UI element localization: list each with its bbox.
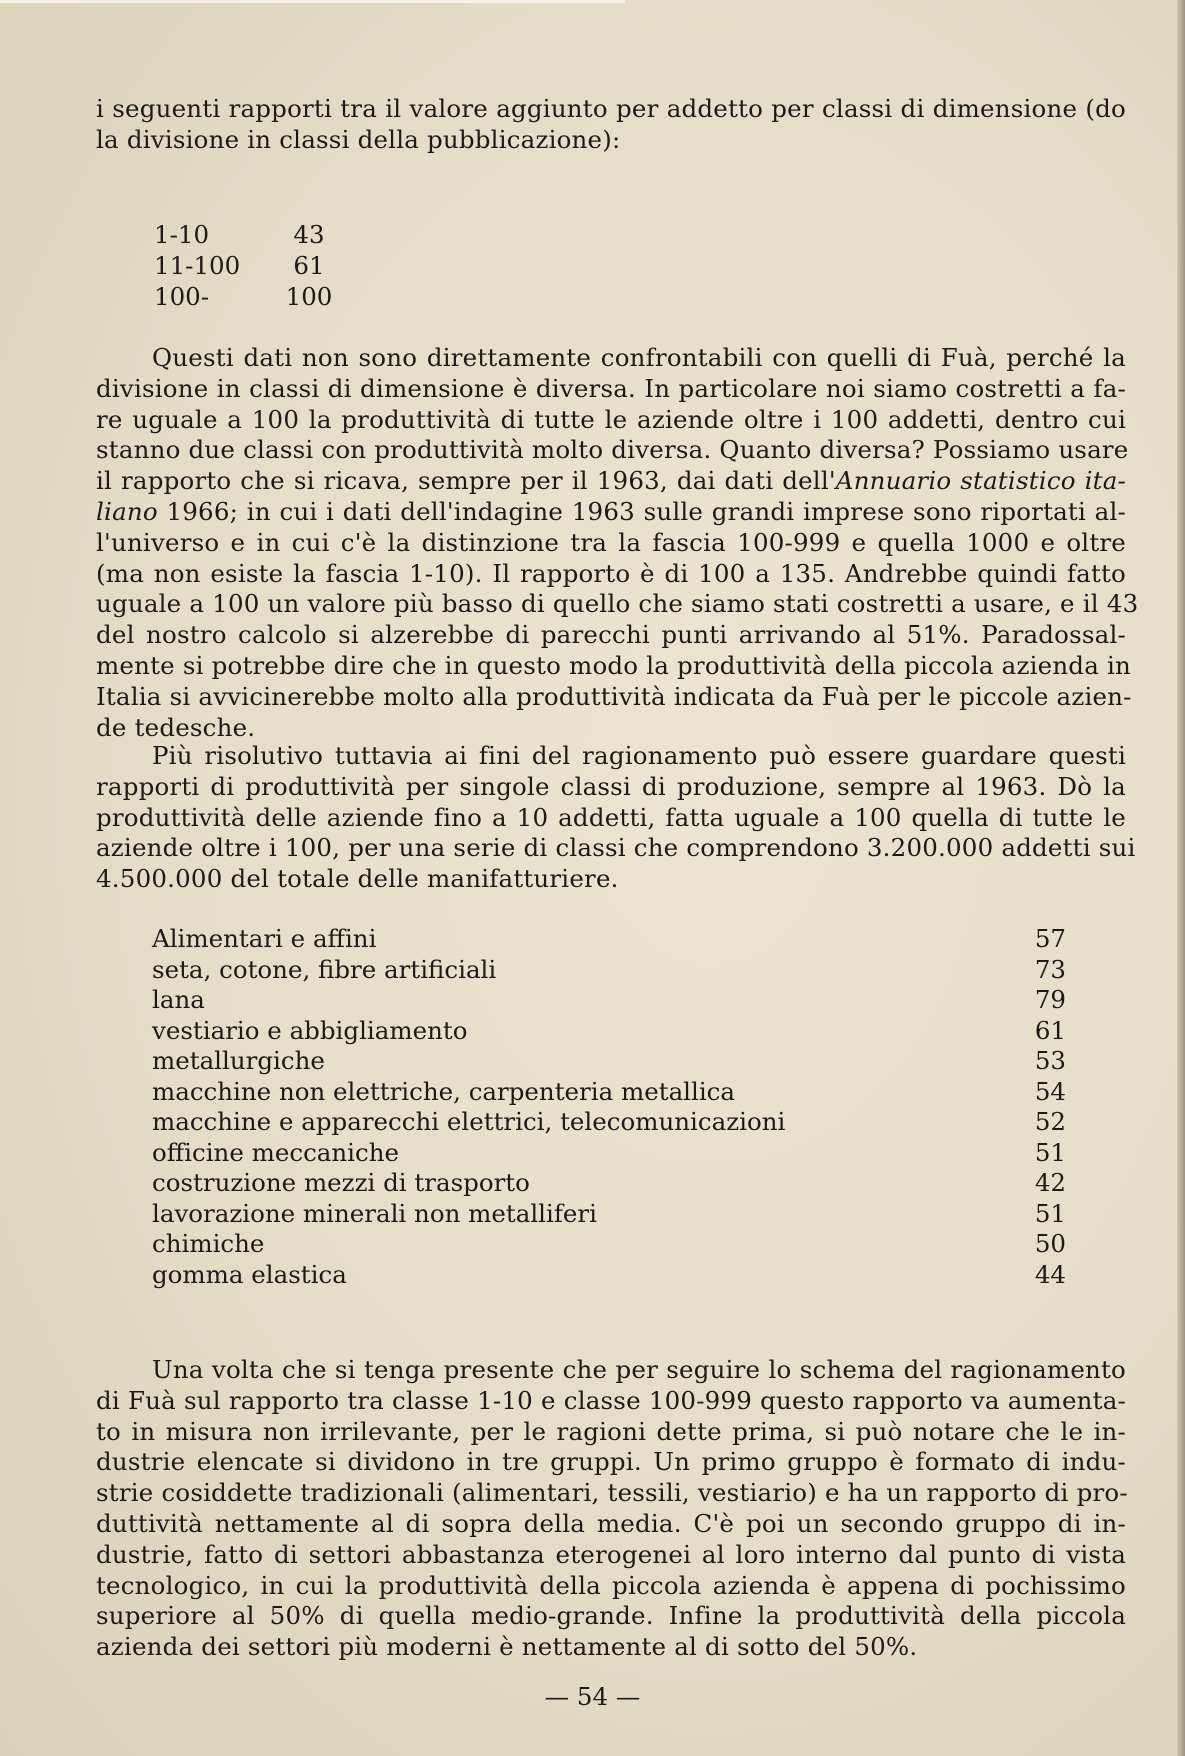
sector-value: 53 xyxy=(1034,1046,1066,1075)
table-row xyxy=(152,924,1066,955)
sector-value: 50 xyxy=(1034,1229,1066,1258)
sector-value: 61 xyxy=(1034,1015,1066,1045)
table-row xyxy=(154,281,334,312)
text-line: de tedesche. xyxy=(96,712,256,742)
text-line: aziende oltre i 100, per una serie di classi che comprendono 3.200.000 addetti sui xyxy=(96,833,1136,863)
sector-value: 51 xyxy=(1034,1198,1066,1228)
sector-value: 79 xyxy=(1034,985,1066,1014)
text-line xyxy=(96,466,1126,497)
text-line: i seguenti rapporti tra il valore aggiunto per addetto per classi di dimensione (do xyxy=(96,94,1126,123)
size-class-value: 43 xyxy=(293,220,325,249)
text-line: dustrie elencate si dividono in tre gruppi. Un primo gruppo è formato di indu- xyxy=(96,1447,1126,1477)
sector-name: lavorazione minerali non metalliferi xyxy=(152,1198,597,1228)
table-row xyxy=(152,1107,1066,1138)
text-line: mente si potrebbe dire che in questo modo la produttività della piccola azienda in xyxy=(96,650,1132,680)
text-line: Più risolutivo tuttavia ai fini del ragionamento può essere guardare questi xyxy=(152,741,1126,770)
sector-name: gomma elastica xyxy=(152,1259,347,1289)
table-row xyxy=(152,1046,1066,1077)
page-top-edge xyxy=(0,0,625,3)
table-row xyxy=(154,250,334,281)
sector-name: vestiario e abbigliamento xyxy=(152,1015,468,1045)
text-line: strie cosiddette tradizionali (alimentari, tessili, vestiario) e ha un rapporto di pro- xyxy=(96,1478,1128,1508)
intro-text xyxy=(96,94,1126,156)
sector-name: Alimentari e affini xyxy=(152,924,377,953)
sector-name: macchine non elettriche, carpenteria metallica xyxy=(152,1076,736,1106)
text-line: re uguale a 100 la produttività di tutte le aziende oltre i 100 addetti, dentro cui xyxy=(96,404,1126,434)
size-class-value: 100 xyxy=(285,282,333,311)
sector-name: costruzione mezzi di trasporto xyxy=(152,1168,530,1197)
text-line xyxy=(96,497,1126,528)
sector-name: officine meccaniche xyxy=(152,1137,400,1167)
text-line: tecnologico, in cui la produttività della piccola azienda è appena di pochissimo xyxy=(96,1570,1126,1600)
sector-name: chimiche xyxy=(152,1229,265,1258)
table-row xyxy=(152,1016,1066,1047)
table-row xyxy=(152,955,1066,986)
text-line: Una volta che si tenga presente che per seguire lo schema del ragionamento xyxy=(152,1355,1126,1384)
text-line: (ma non esiste la fascia 1-10). Il rapporto è di 100 a 135. Andrebbe quindi fatto xyxy=(96,558,1126,588)
table-row xyxy=(152,1168,1066,1199)
size-class-label: 11-100 xyxy=(154,251,241,280)
table-row xyxy=(152,1138,1066,1169)
table-row xyxy=(152,1229,1066,1260)
size-class-label: 1-10 xyxy=(154,220,210,249)
sector-name: lana xyxy=(152,985,205,1014)
paragraph-comparison xyxy=(96,343,1139,743)
text-line: uguale a 100 un valore più basso di quello che siamo stati costretti a usare, e il 43 xyxy=(96,589,1139,619)
text-line: produttività delle aziende fino a 10 addetti, fatta uguale a 100 quella di tutte le xyxy=(96,802,1126,832)
sector-value: 51 xyxy=(1034,1137,1066,1167)
text-line: superiore al 50% di quella medio-grande. Infine la produttività della piccola xyxy=(96,1601,1126,1631)
text-line: to in misura non irrilevante, per le ragioni dette prima, si può notare che le in- xyxy=(96,1416,1126,1446)
text-segment: il rapporto che si ricava, sempre per il 1963, dai dati dell' xyxy=(96,466,836,496)
table-row xyxy=(152,985,1066,1016)
publication-title: liano xyxy=(96,496,158,526)
sector-value: 57 xyxy=(1034,924,1066,953)
table-row xyxy=(152,1199,1066,1230)
text-line: Italia si avvicinerebbe molto alla produttività indicata da Fuà per le piccole azien- xyxy=(96,681,1132,711)
text-line: del nostro calcolo si alzerebbe di parecchi punti arrivando al 51%. Paradossal- xyxy=(96,620,1126,650)
paragraph-groups xyxy=(96,1355,1126,1663)
sector-name: metallurgiche xyxy=(152,1046,325,1075)
page-right-edge xyxy=(1177,0,1185,1756)
text-line: di Fuà sul rapporto tra classe 1-10 e classe 100-999 questo rapporto va aumenta- xyxy=(96,1385,1126,1415)
sector-value: 73 xyxy=(1034,954,1066,984)
text-line: divisione in classi di dimensione è diversa. In particolare noi siamo costretti a fa- xyxy=(96,373,1126,403)
text-line: dustrie, fatto di settori abbastanza eterogenei al loro interno dal punto di vista xyxy=(96,1539,1126,1569)
sector-name: seta, cotone, fibre artificiali xyxy=(152,954,497,984)
sector-value: 42 xyxy=(1034,1168,1066,1197)
sector-value: 44 xyxy=(1034,1259,1066,1289)
size-class-label: 100- xyxy=(154,282,210,311)
text-segment: 1966; in cui i dati dell'indagine 1963 sulle grandi imprese sono riportati al- xyxy=(157,496,1126,526)
text-line: Questi dati non sono direttamente confrontabili con quelli di Fuà, perché la xyxy=(152,343,1126,372)
page-number: — 54 — xyxy=(544,1682,641,1711)
publication-title: Annuario statistico ita- xyxy=(835,466,1126,496)
table-row xyxy=(154,219,334,250)
table-row xyxy=(152,1077,1066,1108)
text-line: duttività nettamente al di sopra della media. C'è poi un secondo gruppo di in- xyxy=(96,1508,1126,1538)
paragraph-productivity xyxy=(96,741,1136,895)
text-line: 4.500.000 del totale delle manifatturiere. xyxy=(96,864,619,894)
sector-value: 52 xyxy=(1034,1107,1066,1136)
sector-value: 54 xyxy=(1034,1076,1066,1106)
text-line: la divisione in classi della pubblicazione): xyxy=(96,124,621,154)
text-line: azienda dei settori più moderni è nettamente al di sotto del 50%. xyxy=(96,1632,918,1662)
sector-productivity-table xyxy=(152,924,1066,1290)
text-line: stanno due classi con produttività molto diversa. Quanto diversa? Possiamo usare xyxy=(96,435,1129,465)
text-line: rapporti di produttività per singole classi di produzione, sempre al 1963. Dò la xyxy=(96,771,1126,801)
size-class-value: 61 xyxy=(293,251,325,280)
size-class-table xyxy=(154,219,334,312)
sector-name: macchine e apparecchi elettrici, telecomunicazioni xyxy=(152,1107,786,1136)
text-line: l'universo e in cui c'è la distinzione tra la fascia 100-999 e quella 1000 e oltre xyxy=(96,527,1126,557)
table-row xyxy=(152,1260,1066,1291)
